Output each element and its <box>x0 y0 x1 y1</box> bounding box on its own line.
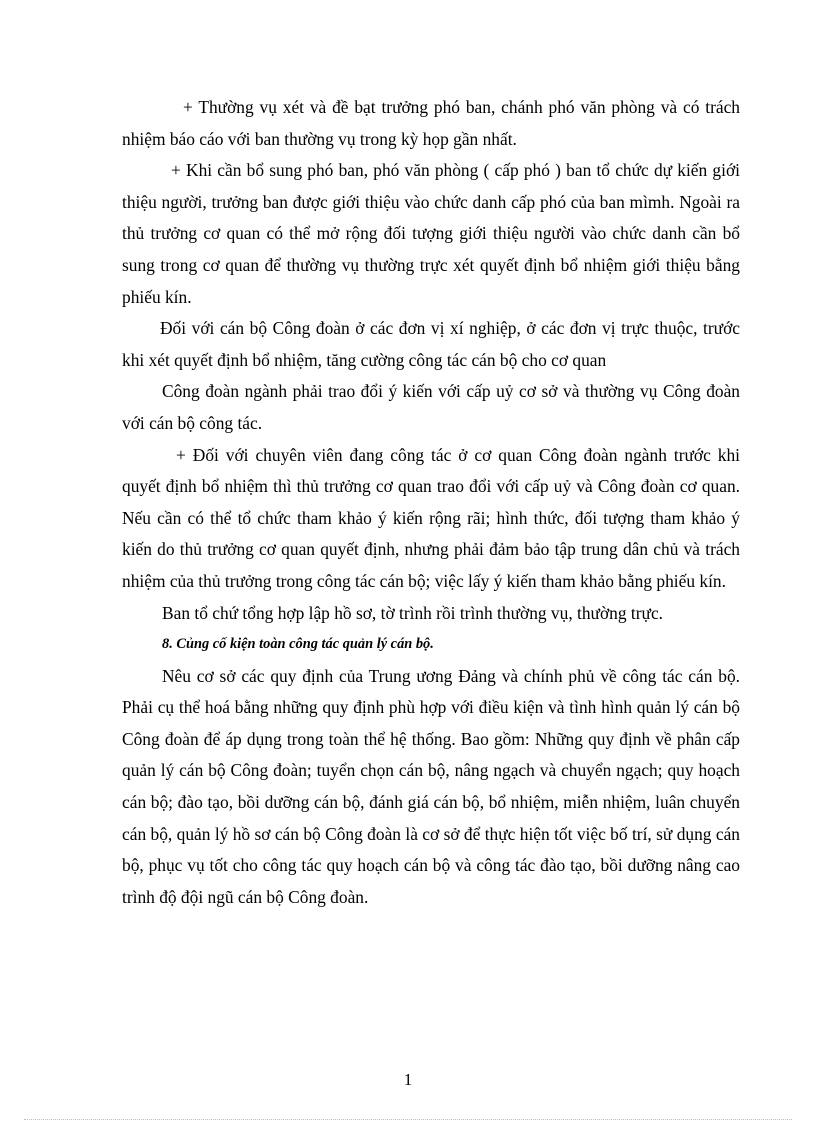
paragraph-ban-to-chuc: Ban tổ chứ tổng hợp lập hồ sơ, tờ trình rồi trình thường vụ, thường trực. <box>162 602 664 623</box>
page-number: 1 <box>403 1070 413 1089</box>
paragraph-cong-doan-nganh: Công đoàn ngành phải trao đổi ý kiến với cấp uỷ cơ sở và thường vụ Công đoàn với cán bộ công tác. <box>122 381 740 433</box>
section-heading: 8. Củng cố kiện toàn công tác quản lý cán bộ. <box>162 636 434 653</box>
paragraph-nen-co-so: Nêu cơ sở các quy định của Trung ương Đảng và chính phủ về công tác cán bộ. Phải cụ thể hoá bằng những quy định phù hợp với điều kiện và tình hình quản lý cán bộ Công đoàn để áp dụng trong toàn thể hệ thống. Bao gồm: Những quy định về phân cấp quản lý cán bộ Công đoàn; tuyển chọn cán bộ, nâng ngạch và chuyển ngạch; quy hoạch cán bộ; đào tạo, bồi dưỡng cán bộ, đánh giá cán bộ, bổ nhiệm, miễn nhiệm, luân chuyển cán bộ, quản lý hồ sơ cán bộ Công đoàn là cơ sở để thực hiện tốt việc bố trí, sử dụng cán bộ, phục vụ tốt cho công tác quy hoạch cán bộ và công tác đào tạo, bồi dưỡng nâng cao trình độ đội ngũ cán bộ Công đoàn. <box>122 665 740 907</box>
paragraph-bo-sung-pho-ban: + Khi cần bổ sung phó ban, phó văn phòng ( cấp phó ) ban tổ chức dự kiến giới thiệu người, trưởng ban được giới thiệu vào chức danh cấp phó của ban mìmh. Ngoài ra thủ trưởng cơ quan có thể mở rộng đối tượng giới thiệu người vào chức danh cần bổ sung trong cơ quan để thường vụ thường trực xét quyết định bổ nhiệm giới thiệu bằng phiếu kín. <box>122 160 740 307</box>
paragraph-thuong-vu-de-bat: + Thường vụ xét và đề bạt trưởng phó ban, chánh phó văn phòng và có trách nhiệm báo cáo với ban thường vụ trong kỳ họp gần nhất. <box>122 97 740 149</box>
document-body <box>122 92 740 913</box>
page-bottom-rule <box>24 1119 792 1120</box>
paragraph-chuyen-vien: + Đối với chuyên viên đang công tác ở cơ quan Công đoàn ngành trước khi quyết định bổ nhiệm thì thủ trưởng cơ quan trao đổi với cấp uỷ và Công đoàn cơ quan. Nếu cần có thể tổ chức tham khảo ý kiến rộng rãi; hình thức, đối tượng tham khảo ý kiến do thủ trưởng cơ quan quyết định, nhưng phải đảm bảo tập trung dân chủ và trách nhiệm của thủ trưởng trong công tác cán bộ; việc lấy ý kiến tham khảo bằng phiếu kín. <box>122 444 740 591</box>
paragraph-can-bo-don-vi: Đối với cán bộ Công đoàn ở các đơn vị xí nghiệp, ở các đơn vị trực thuộc, trước khi xét quyết định bổ nhiệm, tăng cường công tác cán bộ cho cơ quan <box>122 318 740 370</box>
